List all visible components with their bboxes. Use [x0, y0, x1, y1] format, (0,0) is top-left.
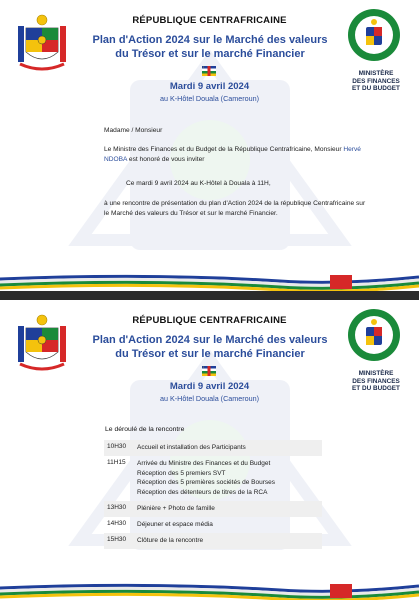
program-table [104, 440, 322, 549]
program-activity-line: Clôture de la rencontre [137, 537, 204, 545]
event-venue: au K-Hôtel Douala (Cameroun) [159, 94, 260, 103]
program-activity [137, 459, 322, 497]
minister-name: Hervé NDOBA [104, 146, 361, 163]
program-activity-line: Arrivée du Ministre des Finances et du Budget [137, 460, 271, 467]
ministry-line: DES FINANCES [352, 77, 400, 85]
paragraph-text: est honoré de vous inviter [127, 156, 205, 163]
event-venue: au K-Hôtel Douala (Cameroun) [159, 394, 260, 403]
program-time: 10H30 [107, 443, 127, 450]
flag-ribbon [0, 269, 419, 291]
event-title-line: du Trésor et sur le marché Financier [115, 48, 305, 60]
ministry-line: ET DU BUDGET [352, 85, 400, 93]
ministry-line: ET DU BUDGET [352, 385, 400, 393]
program-activity [137, 536, 322, 545]
program-activity [137, 504, 322, 513]
program-row [104, 517, 322, 533]
program-activity-line: Accueil et installation des Participants [137, 444, 246, 451]
program-row [104, 440, 322, 456]
program-activity-line: Réception des 5 premiers SVT [137, 469, 226, 477]
program-activity-line: Réception des 5 premières sociétés de Bourses [137, 479, 276, 487]
program-row [104, 456, 322, 501]
event-title-line: du Trésor et sur le marché Financier [115, 348, 305, 360]
event-title-line: Plan d'Action 2024 sur le Marché des valeurs [92, 334, 328, 346]
program-time: 13H30 [107, 504, 127, 512]
republic-heading: RÉPUBLIQUE CENTRAFRICAINE [132, 15, 287, 26]
ministry-line: MINISTÈRE [358, 70, 394, 77]
ministry-line: MINISTÈRE [358, 370, 394, 377]
coat-of-arms-watermark [60, 40, 360, 290]
program-activity [137, 520, 322, 529]
flag-ribbon [0, 578, 419, 600]
program-heading: Le déroulé de la rencontre [105, 426, 185, 433]
ministry-line: DES FINANCES [352, 377, 400, 385]
program-activity [137, 443, 322, 452]
republic-heading: RÉPUBLIQUE CENTRAFRICAINE [132, 315, 287, 326]
invitation-purpose: à une rencontre de présentation du plan d'Action 2024 de la république Centrafricaine sur le Marché des valeurs du Trésor et sur le marché Financier. [104, 200, 366, 217]
event-date: Mardi 9 avril 2024 [169, 381, 250, 392]
program-row [104, 501, 322, 517]
event-title-line: Plan d'Action 2024 sur le Marché des valeurs [92, 34, 328, 46]
event-title [90, 33, 330, 61]
car-flag-icon [202, 366, 216, 376]
program-time: 15H30 [107, 536, 127, 544]
car-flag-icon [202, 66, 216, 76]
program-activity-line: Déjeuner et espace média [137, 521, 213, 529]
invitation-paragraph [104, 145, 366, 165]
program-card [0, 300, 419, 600]
paragraph-text: Le Ministre des Finances et du Budget de la République Centrafricaine, Monsieur [104, 146, 344, 153]
event-date: Mardi 9 avril 2024 [169, 81, 250, 92]
program-row [104, 533, 322, 549]
greeting: Madame / Monsieur [104, 127, 163, 134]
program-activity-line: Réception des détenteurs de titres de la RCA [137, 488, 268, 496]
program-time: 11H15 [107, 459, 126, 466]
invitation-date-line: Ce mardi 9 avril 2024 au K-Hôtel à Douala à 11H, [126, 180, 271, 187]
program-activity-line: Plénière + Photo de famille [137, 505, 215, 513]
event-title [90, 333, 330, 361]
invitation-card [0, 0, 419, 291]
program-time: 14H30 [107, 520, 127, 528]
